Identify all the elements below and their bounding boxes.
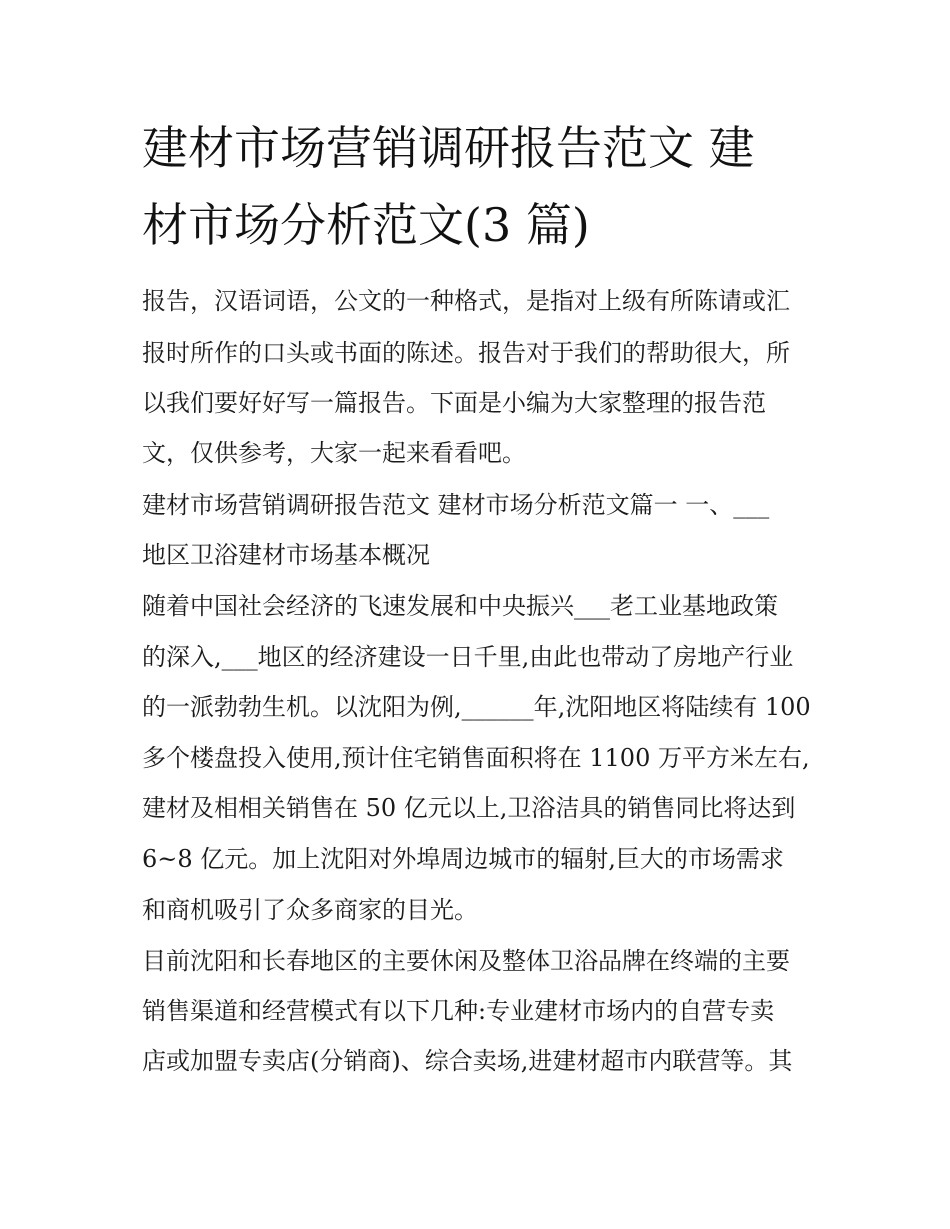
- paragraph-2-line-1: 建材市场营销调研报告范文 建材市场分析范文篇一 一、___: [142, 491, 770, 519]
- document-title-line-2: 材市场分析范文(3 篇): [142, 198, 590, 252]
- paragraph-3-line-2: 的深入,___地区的经济建设一日千里,由此也带动了房地产行业: [142, 643, 794, 671]
- paragraph-1-line-2: 报时所作的口头或书面的陈述。报告对于我们的帮助很大，所: [142, 339, 790, 367]
- paragraph-3-line-5: 建材及相相关销售在 50 亿元以上,卫浴洁具的销售同比将达到: [142, 794, 796, 822]
- paragraph-3-line-6: 6~8 亿元。加上沈阳对外埠周边城市的辐射,巨大的市场需求: [142, 845, 784, 873]
- paragraph-3-line-7: 和商机吸引了众多商家的目光。: [142, 896, 478, 924]
- paragraph-4-line-2: 销售渠道和经营模式有以下几种:专业建材市场内的自营专卖: [142, 997, 775, 1025]
- paragraph-1-line-1: 报告，汉语词语，公文的一种格式，是指对上级有所陈请或汇: [142, 287, 790, 315]
- paragraph-3-line-3: 的一派勃勃生机。以沈阳为例,______年,沈阳地区将陆续有 100: [142, 693, 811, 721]
- paragraph-1-line-3: 以我们要好好写一篇报告。下面是小编为大家整理的报告范: [142, 389, 766, 417]
- paragraph-3-line-1: 随着中国社会经济的飞速发展和中央振兴___老工业基地政策: [142, 592, 778, 620]
- document-title-line-1: 建材市场营销调研报告范文 建: [142, 121, 755, 175]
- paragraph-4-line-3: 店或加盟专卖店(分销商)、综合卖场,进建材超市内联营等。其: [142, 1047, 793, 1075]
- paragraph-4-line-1: 目前沈阳和长春地区的主要休闲及整体卫浴品牌在终端的主要: [142, 947, 790, 975]
- paragraph-1-line-4: 文，仅供参考，大家一起来看看吧。: [142, 439, 526, 467]
- paragraph-2-line-2: 地区卫浴建材市场基本概况: [142, 541, 430, 569]
- paragraph-3-line-4: 多个楼盘投入使用,预计住宅销售面积将在 1100 万平方米左右,: [142, 744, 810, 772]
